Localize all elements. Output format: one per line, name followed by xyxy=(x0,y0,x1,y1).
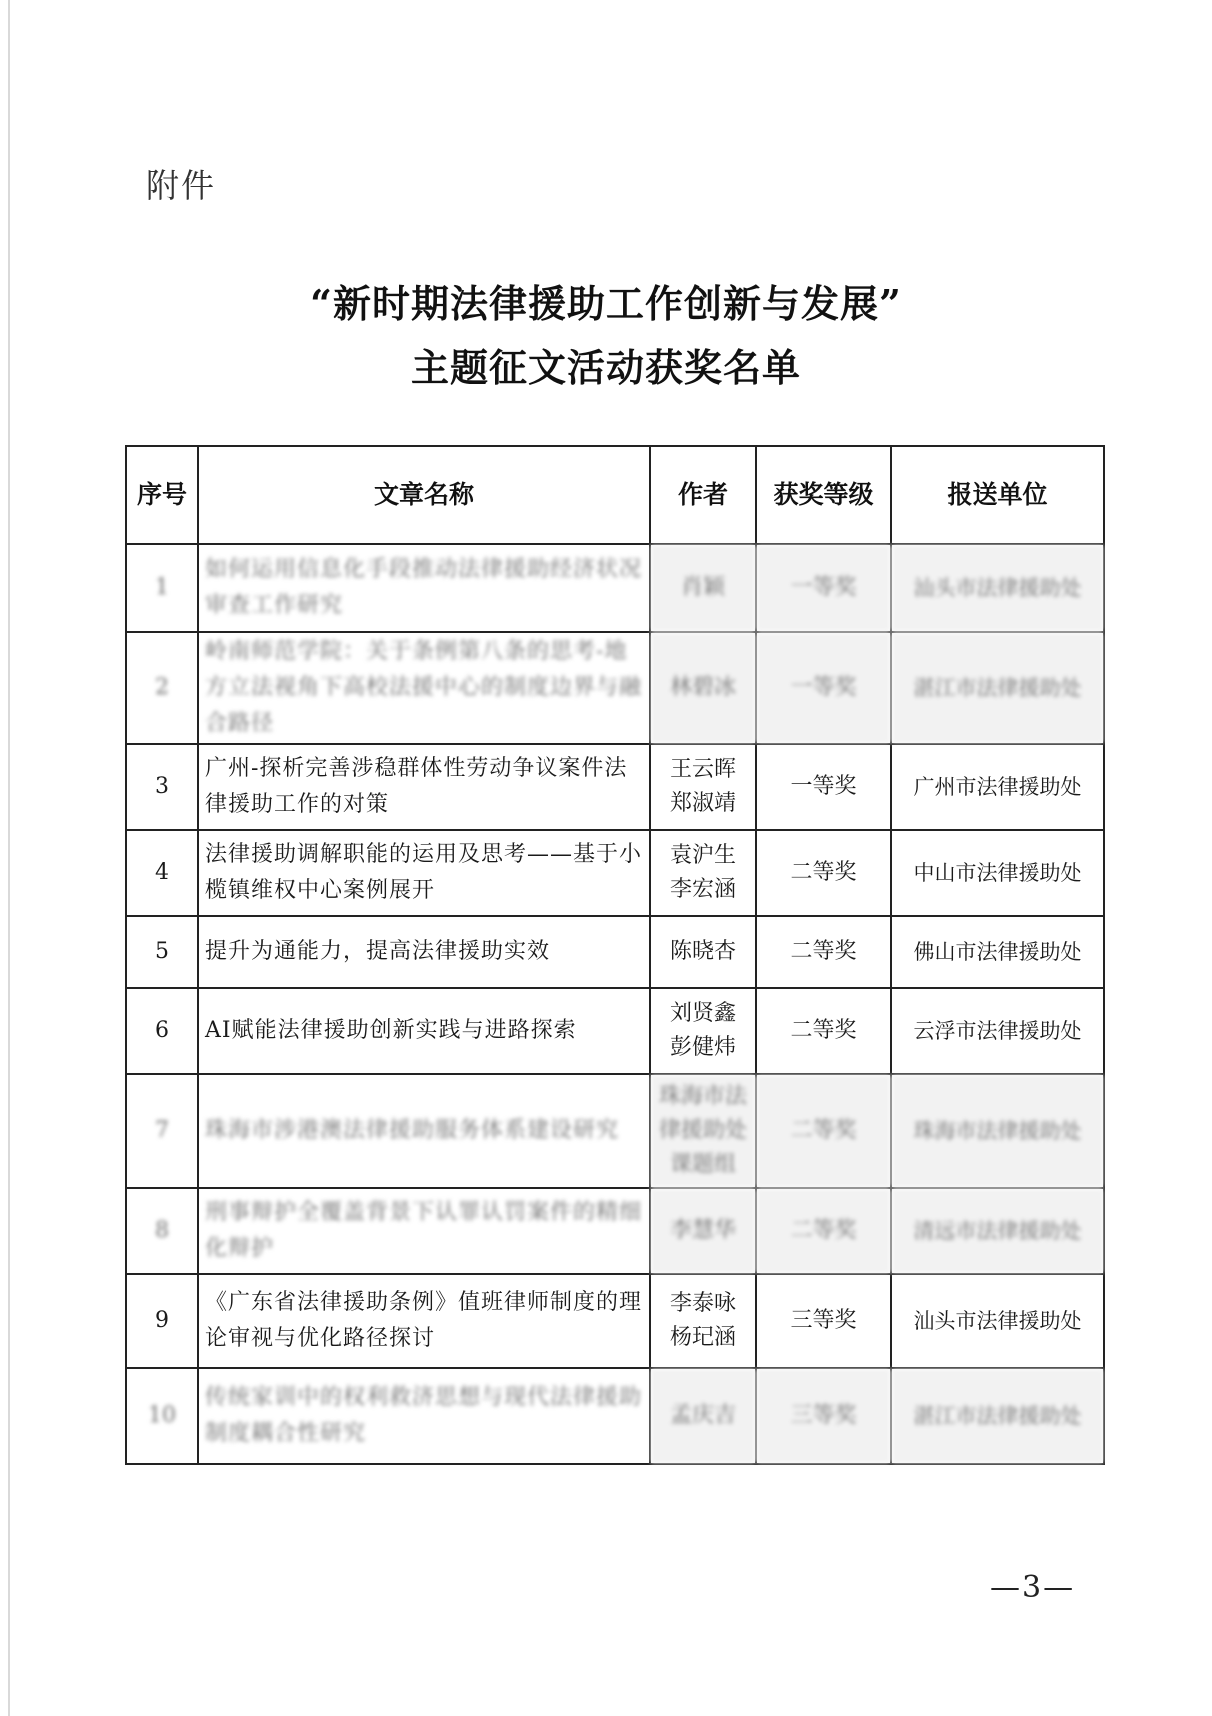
submitting-unit: 珠海市法律援助处 xyxy=(891,1074,1104,1188)
article-title: 《广东省法律援助条例》值班律师制度的理论审视与优化路径探讨 xyxy=(198,1274,650,1368)
row-authors xyxy=(650,1188,756,1274)
row-number: 8 xyxy=(126,1188,198,1274)
row-authors xyxy=(650,1074,756,1188)
submitting-unit: 汕头市法律援助处 xyxy=(891,544,1104,632)
article-title: AI赋能法律援助创新实践与进路探索 xyxy=(198,988,650,1074)
author-name: 李宏涵 xyxy=(669,877,736,902)
row-number: 5 xyxy=(126,916,198,988)
author-name: 王云晖 xyxy=(669,757,736,782)
row-authors xyxy=(650,916,756,988)
award-level: 二等奖 xyxy=(756,988,891,1074)
table-row xyxy=(126,544,1104,632)
author-name: 郑淑靖 xyxy=(669,791,736,816)
row-number: 9 xyxy=(126,1274,198,1368)
table-row xyxy=(126,632,1104,744)
page-edge xyxy=(8,0,10,1716)
article-title: 岭南师范学院：关于条例第八条的思考-地方立法视角下高校法援中心的制度边界与融合路径 xyxy=(198,632,650,744)
row-authors xyxy=(650,544,756,632)
article-title: 广州-探析完善涉稳群体性劳动争议案件法律援助工作的对策 xyxy=(198,744,650,830)
award-level: 二等奖 xyxy=(756,1074,891,1188)
submitting-unit: 中山市法律援助处 xyxy=(891,830,1104,916)
table-row xyxy=(126,1074,1104,1188)
table-row xyxy=(126,744,1104,830)
article-title: 刑事辩护全覆盖背景下认罪认罚案件的精细化辩护 xyxy=(198,1188,650,1274)
submitting-unit: 云浮市法律援助处 xyxy=(891,988,1104,1074)
table-row xyxy=(126,1368,1104,1464)
awards-table xyxy=(125,445,1105,1465)
row-number: 4 xyxy=(126,830,198,916)
submitting-unit: 佛山市法律援助处 xyxy=(891,916,1104,988)
article-title: 提升为通能力，提高法律援助实效 xyxy=(198,916,650,988)
row-number: 1 xyxy=(126,544,198,632)
author-name: 肖颖 xyxy=(680,575,725,600)
author-name: 彭健炜 xyxy=(669,1035,736,1060)
row-number: 2 xyxy=(126,632,198,744)
submitting-unit: 广州市法律援助处 xyxy=(891,744,1104,830)
title-line-2: 主题征文活动获奖名单 xyxy=(410,345,801,390)
submitting-unit: 湛江市法律援助处 xyxy=(891,632,1104,744)
award-level: 二等奖 xyxy=(756,916,891,988)
award-level: 二等奖 xyxy=(756,830,891,916)
author-name: 珠海市法 xyxy=(658,1084,747,1109)
header-author: 作者 xyxy=(650,446,756,544)
award-level: 一等奖 xyxy=(756,544,891,632)
article-title: 如何运用信息化手段推动法律援助经济状况审查工作研究 xyxy=(198,544,650,632)
author-name: 李泰咏 xyxy=(669,1291,736,1316)
award-level: 三等奖 xyxy=(756,1368,891,1464)
table-row xyxy=(126,916,1104,988)
table-row xyxy=(126,1274,1104,1368)
author-name: 袁沪生 xyxy=(669,843,736,868)
award-level: 一等奖 xyxy=(756,632,891,744)
submitting-unit: 汕头市法律援助处 xyxy=(891,1274,1104,1368)
author-name: 李慧华 xyxy=(669,1218,736,1243)
article-title: 法律援助调解职能的运用及思考——基于小榄镇维权中心案例展开 xyxy=(198,830,650,916)
award-level: 一等奖 xyxy=(756,744,891,830)
author-name: 林碧冰 xyxy=(669,675,736,700)
row-authors xyxy=(650,632,756,744)
row-authors xyxy=(650,744,756,830)
table-row xyxy=(126,1188,1104,1274)
table-row xyxy=(126,830,1104,916)
author-name: 刘贤鑫 xyxy=(669,1001,736,1026)
row-authors xyxy=(650,1274,756,1368)
document-title xyxy=(0,272,1212,400)
table-header-row xyxy=(126,446,1104,544)
title-line-1: “新时期法律援助工作创新与发展” xyxy=(310,281,902,326)
page-number: —3— xyxy=(990,1570,1076,1605)
row-number: 3 xyxy=(126,744,198,830)
author-name: 陈晓杏 xyxy=(669,939,736,964)
header-award: 获奖等级 xyxy=(756,446,891,544)
row-authors xyxy=(650,988,756,1074)
award-level: 三等奖 xyxy=(756,1274,891,1368)
article-title: 珠海市涉港澳法律援助服务体系建设研究 xyxy=(198,1074,650,1188)
author-name: 律援助处 xyxy=(658,1118,747,1143)
row-authors xyxy=(650,1368,756,1464)
header-org: 报送单位 xyxy=(891,446,1104,544)
row-number: 6 xyxy=(126,988,198,1074)
header-title: 文章名称 xyxy=(198,446,650,544)
author-name: 课题组 xyxy=(669,1152,736,1177)
header-no: 序号 xyxy=(126,446,198,544)
row-number: 7 xyxy=(126,1074,198,1188)
table-body xyxy=(126,544,1104,1464)
article-title: 传统家训中的权利救济思想与现代法律援助制度耦合性研究 xyxy=(198,1368,650,1464)
submitting-unit: 清远市法律援助处 xyxy=(891,1188,1104,1274)
author-name: 孟庆吉 xyxy=(669,1403,736,1428)
attachment-label: 附件 xyxy=(146,166,216,205)
row-number: 10 xyxy=(126,1368,198,1464)
author-name: 杨玘涵 xyxy=(669,1325,736,1350)
table-row xyxy=(126,988,1104,1074)
submitting-unit: 湛江市法律援助处 xyxy=(891,1368,1104,1464)
row-authors xyxy=(650,830,756,916)
award-level: 二等奖 xyxy=(756,1188,891,1274)
